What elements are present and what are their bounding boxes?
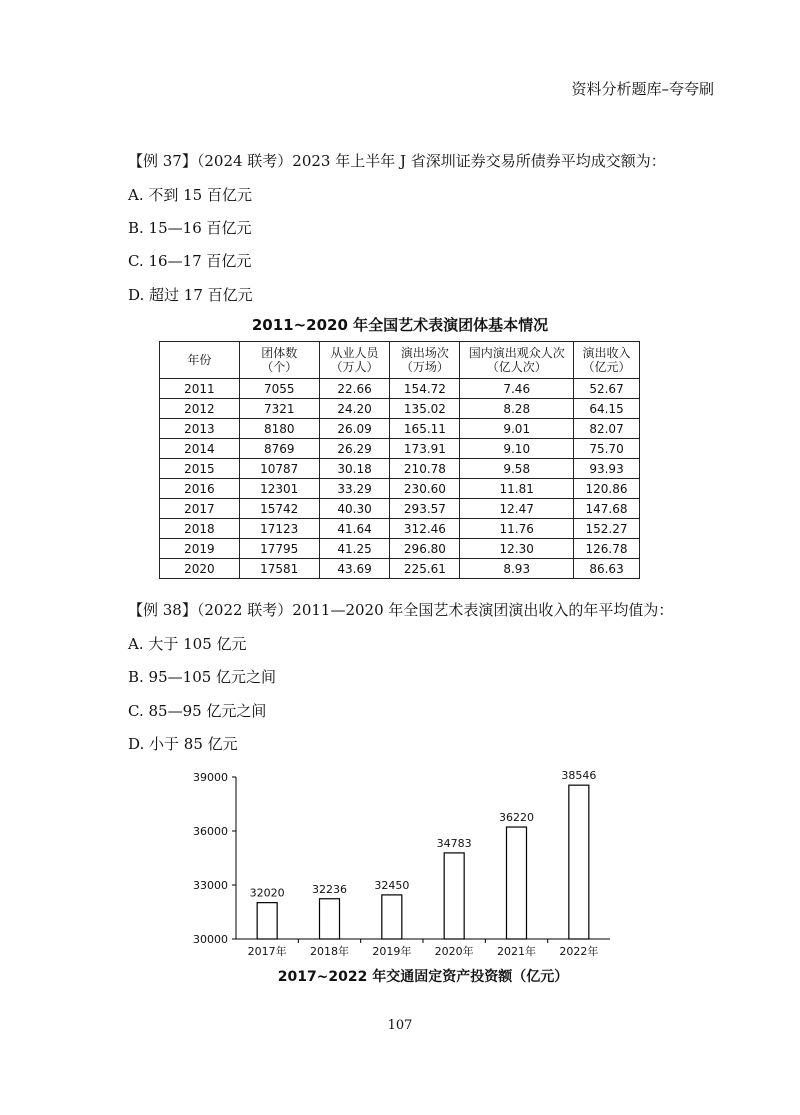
x-tick-label: 2022年	[559, 945, 599, 958]
question-38-option-a: A. 大于 105 亿元	[128, 635, 247, 653]
table-header-text: 演出场次	[400, 346, 449, 360]
bar	[569, 785, 589, 939]
question-37-option-a: A. 不到 15 百亿元	[128, 186, 252, 204]
table-cell: 24.20	[319, 399, 390, 419]
table-header-cell	[239, 342, 319, 379]
table-cell: 2014	[160, 439, 240, 459]
table-cell: 40.30	[319, 499, 390, 519]
table-cell: 52.67	[574, 379, 640, 399]
table-cell: 2016	[160, 479, 240, 499]
table-header-cell	[319, 342, 390, 379]
table-cell: 312.46	[390, 519, 460, 539]
question-37-stem: 【例 37】（2024 联考）2023 年上半年 J 省深圳证券交易所债券平均成交额为：	[128, 152, 666, 170]
bar-value-label: 32020	[249, 886, 285, 900]
table-cell: 33.29	[319, 479, 390, 499]
table-cell: 2013	[160, 419, 240, 439]
question-38-stem: 【例 38】（2022 联考）2011—2020 年全国艺术表演团演出收入的年平均值为：	[128, 601, 674, 619]
table-cell: 165.11	[390, 419, 460, 439]
table-cell: 17795	[239, 539, 319, 559]
table-header-text: 从业人员	[330, 346, 379, 360]
table-cell: 9.01	[460, 419, 574, 439]
y-tick-label: 39000	[193, 771, 228, 784]
table-cell: 7055	[239, 379, 319, 399]
table-cell: 230.60	[390, 479, 460, 499]
table-header-text: （亿元）	[582, 360, 631, 374]
table-cell: 9.10	[460, 439, 574, 459]
table-title: 2011~2020 年全国艺术表演团体基本情况	[251, 316, 549, 334]
table-cell: 12.30	[460, 539, 574, 559]
table-cell: 2017	[160, 499, 240, 519]
chart-title: 2017~2022 年交通固定资产投资额（亿元）	[277, 969, 569, 985]
table-cell: 2020	[160, 559, 240, 579]
bar-value-label: 34783	[436, 836, 472, 850]
table-header-text: （亿人次）	[486, 360, 547, 374]
question-37-option-c: C. 16—17 百亿元	[128, 252, 252, 270]
table-cell: 12.47	[460, 499, 574, 519]
bar-value-label: 36220	[499, 811, 534, 825]
table-cell: 86.63	[574, 559, 640, 579]
question-38-option-d: D. 小于 85 亿元	[128, 735, 238, 753]
table-cell: 15742	[239, 499, 319, 519]
table-cell: 225.61	[390, 559, 460, 579]
x-tick-label: 2018年	[310, 945, 349, 958]
table-row	[160, 419, 640, 439]
table-header-cell	[390, 342, 460, 379]
table-header-text: 演出收入	[582, 346, 631, 360]
table-cell: 17581	[239, 559, 319, 579]
table-cell: 154.72	[390, 379, 460, 399]
y-tick-label: 36000	[193, 825, 228, 838]
table-cell: 210.78	[390, 459, 460, 479]
table-header-text: （万人）	[330, 360, 379, 374]
question-38-option-c: C. 85—95 亿元之间	[128, 702, 267, 720]
table-cell: 7.46	[460, 379, 574, 399]
table-cell: 26.09	[319, 419, 390, 439]
bar-value-label: 38546	[561, 769, 597, 783]
table-header-row	[160, 342, 640, 379]
table-row	[160, 479, 640, 499]
bar-value-label: 32450	[374, 878, 410, 892]
table-row	[160, 459, 640, 479]
table-header-cell	[160, 342, 240, 379]
x-tick-label: 2020年	[434, 945, 474, 958]
table-cell: 11.76	[460, 519, 574, 539]
y-tick-label: 30000	[193, 933, 228, 946]
page-header: 资料分析题库–夸夸刷	[571, 80, 714, 98]
table-cell: 120.86	[574, 479, 640, 499]
table-cell: 82.07	[574, 419, 640, 439]
bar	[257, 903, 277, 939]
table-header-cell	[574, 342, 640, 379]
table-cell: 41.64	[319, 519, 390, 539]
table-header-text: 团体数	[261, 346, 298, 360]
table-cell: 11.81	[460, 479, 574, 499]
table-cell: 2011	[160, 379, 240, 399]
bar-value-label: 32236	[312, 882, 347, 896]
table-cell: 8.93	[460, 559, 574, 579]
table-cell: 30.18	[319, 459, 390, 479]
table-cell: 93.93	[574, 459, 640, 479]
table-header-cell	[460, 342, 574, 379]
table-row	[160, 559, 640, 579]
table-cell: 293.57	[390, 499, 460, 519]
question-38-option-b: B. 95—105 亿元之间	[128, 668, 277, 686]
table-header-text: 国内演出观众人次	[468, 346, 565, 360]
table-cell: 126.78	[574, 539, 640, 559]
table-cell: 147.68	[574, 499, 640, 519]
table-cell: 8.28	[460, 399, 574, 419]
table-row	[160, 539, 640, 559]
table-header-text: （个）	[261, 360, 298, 374]
table-cell: 10787	[239, 459, 319, 479]
table-cell: 173.91	[390, 439, 460, 459]
table-cell: 152.27	[574, 519, 640, 539]
table-row	[160, 399, 640, 419]
bar	[382, 895, 402, 939]
x-tick-label: 2021年	[497, 945, 536, 958]
table-body	[160, 379, 640, 579]
table-row	[160, 519, 640, 539]
table-cell: 8769	[239, 439, 319, 459]
bar	[320, 899, 340, 939]
table-cell: 2019	[160, 539, 240, 559]
table-cell: 22.66	[319, 379, 390, 399]
bar	[444, 853, 464, 939]
table-cell: 43.69	[319, 559, 390, 579]
table-cell: 41.25	[319, 539, 390, 559]
table-row	[160, 439, 640, 459]
table-cell: 2015	[160, 459, 240, 479]
x-tick-label: 2017年	[247, 945, 287, 958]
table-row	[160, 499, 640, 519]
table-cell: 17123	[239, 519, 319, 539]
table-cell: 64.15	[574, 399, 640, 419]
investment-bar-chart	[170, 755, 630, 995]
table-header-text: （万场）	[400, 360, 449, 374]
question-37-option-d: D. 超过 17 百亿元	[128, 286, 253, 304]
table-cell: 8180	[239, 419, 319, 439]
table-cell: 7321	[239, 399, 319, 419]
x-tick-label: 2019年	[372, 945, 412, 958]
table-cell: 26.29	[319, 439, 390, 459]
table-cell: 75.70	[574, 439, 640, 459]
y-tick-label: 33000	[193, 879, 228, 892]
table-cell: 9.58	[460, 459, 574, 479]
table-header-text: 年份	[187, 353, 212, 367]
art-troupe-table	[159, 341, 640, 579]
bar	[507, 827, 527, 939]
table-row	[160, 379, 640, 399]
table-cell: 2018	[160, 519, 240, 539]
table-cell: 135.02	[390, 399, 460, 419]
page-number: 107	[387, 1018, 413, 1033]
table-cell: 2012	[160, 399, 240, 419]
table-cell: 12301	[239, 479, 319, 499]
table-cell: 296.80	[390, 539, 460, 559]
question-37-option-b: B. 15—16 百亿元	[128, 219, 252, 237]
